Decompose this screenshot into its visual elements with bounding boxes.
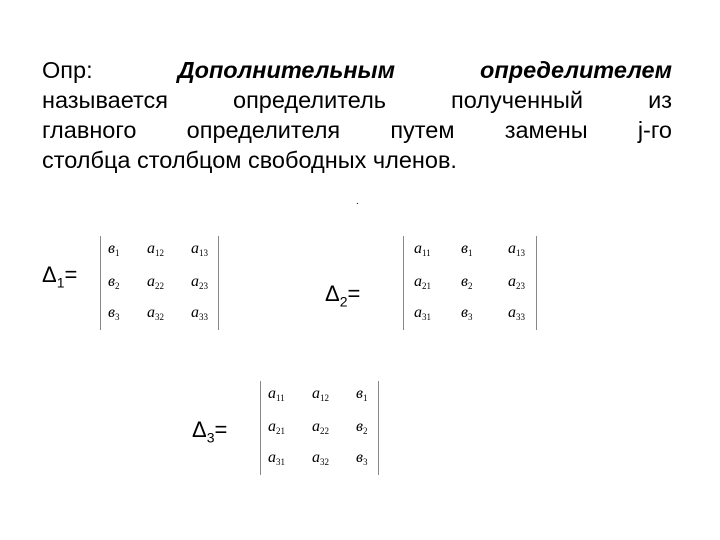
cell-index: 21	[276, 426, 285, 436]
cell-index: 13	[516, 248, 525, 258]
cell-index: 33	[516, 312, 525, 322]
matrix-cell	[461, 240, 472, 258]
cell-symbol: a	[312, 449, 320, 466]
cell-symbol: в	[356, 385, 363, 402]
word: определитель	[233, 87, 387, 113]
cell-symbol: a	[268, 385, 276, 402]
matrix-row	[404, 273, 536, 297]
equals-sign: =	[347, 281, 361, 306]
cell-symbol: в	[461, 273, 468, 290]
cell-symbol: a	[414, 304, 422, 321]
matrix-cell	[108, 304, 119, 322]
cell-index: 2	[362, 426, 368, 436]
matrix-cell	[312, 418, 329, 436]
matrix-cell	[268, 418, 285, 436]
matrix-row	[404, 240, 536, 264]
cell-symbol: в	[356, 449, 363, 466]
delta-index: 3	[206, 429, 215, 446]
cell-index: 11	[276, 393, 285, 403]
stray-dot: .	[356, 196, 359, 207]
matrix-cell	[147, 304, 164, 322]
cell-index: 12	[155, 248, 164, 258]
cell-symbol: a	[414, 240, 422, 257]
matrix-cell	[414, 304, 431, 322]
cell-symbol: a	[508, 273, 516, 290]
cell-symbol: a	[147, 304, 155, 321]
equals-sign: =	[214, 417, 228, 442]
determinant-2-matrix	[403, 236, 537, 330]
matrix-cell	[508, 273, 525, 291]
definition-line-4	[42, 145, 672, 175]
cell-index: 22	[320, 426, 329, 436]
definition-line-1	[42, 55, 672, 85]
word: из	[648, 87, 672, 113]
delta-1-label	[42, 262, 77, 290]
cell-symbol: a	[508, 240, 516, 257]
cell-index: 31	[276, 457, 285, 467]
cell-symbol: a	[312, 385, 320, 402]
matrix-cell	[461, 273, 472, 291]
cell-index: 31	[422, 312, 431, 322]
delta-symbol: Δ	[325, 281, 340, 306]
matrix-cell	[147, 273, 164, 291]
matrix-row	[101, 304, 218, 328]
cell-symbol: a	[191, 240, 199, 257]
word: j-го	[637, 117, 672, 143]
cell-symbol: a	[508, 304, 516, 321]
cell-index: 13	[199, 248, 208, 258]
cell-index: 3	[467, 312, 473, 322]
definition-paragraph	[42, 55, 672, 175]
cell-symbol: a	[147, 273, 155, 290]
matrix-cell	[268, 449, 285, 467]
word: главного	[42, 117, 137, 143]
cell-index: 3	[114, 312, 120, 322]
word: замены	[504, 117, 588, 143]
cell-index: 2	[114, 281, 120, 291]
matrix-cell	[508, 304, 525, 322]
cell-symbol: a	[191, 304, 199, 321]
cell-symbol: a	[312, 418, 320, 435]
delta-symbol: Δ	[42, 262, 57, 287]
delta-2-label	[325, 281, 360, 309]
matrix-cell	[414, 273, 431, 291]
cell-symbol: в	[461, 304, 468, 321]
matrix-row	[261, 418, 378, 442]
matrix-row	[261, 385, 378, 409]
cell-symbol: a	[414, 273, 422, 290]
cell-index: 1	[362, 393, 368, 403]
definition-line-3	[42, 115, 672, 145]
word: путем	[390, 117, 455, 143]
matrix-cell	[191, 273, 208, 291]
cell-index: 1	[114, 248, 120, 258]
cell-index: 32	[155, 312, 164, 322]
cell-index: 12	[320, 393, 329, 403]
matrix-row	[404, 304, 536, 328]
matrix-row	[261, 449, 378, 473]
matrix-cell	[356, 385, 367, 403]
matrix-cell	[508, 240, 525, 258]
term-word-2: определителем	[480, 57, 672, 83]
cell-index: 23	[516, 281, 525, 291]
cell-index: 23	[199, 281, 208, 291]
cell-index: 33	[199, 312, 208, 322]
cell-index: 3	[362, 457, 368, 467]
cell-index: 1	[467, 248, 473, 258]
definition-line-2	[42, 85, 672, 115]
word: столбца столбцом свободных членов.	[42, 147, 457, 173]
cell-index: 21	[422, 281, 431, 291]
matrix-cell	[356, 418, 367, 436]
determinant-1-matrix	[100, 236, 219, 330]
equals-sign: =	[64, 262, 78, 287]
matrix-cell	[191, 240, 208, 258]
cell-index: 32	[320, 457, 329, 467]
matrix-cell	[108, 240, 119, 258]
word: определителя	[186, 117, 341, 143]
cell-symbol: a	[191, 273, 199, 290]
matrix-cell	[108, 273, 119, 291]
cell-symbol: a	[268, 418, 276, 435]
definition-prefix: Опр:	[42, 57, 93, 83]
cell-symbol: в	[108, 304, 115, 321]
cell-index: 11	[422, 248, 431, 258]
delta-symbol: Δ	[192, 417, 207, 442]
matrix-cell	[461, 304, 472, 322]
cell-symbol: в	[108, 273, 115, 290]
word: называется	[42, 87, 169, 113]
cell-symbol: a	[268, 449, 276, 466]
delta-3-label	[192, 417, 227, 445]
matrix-cell	[356, 449, 367, 467]
cell-symbol: в	[108, 240, 115, 257]
term-word-1: Дополнительным	[177, 57, 395, 83]
cell-symbol: a	[147, 240, 155, 257]
cell-symbol: в	[356, 418, 363, 435]
matrix-row	[101, 273, 218, 297]
matrix-cell	[312, 385, 329, 403]
cell-index: 22	[155, 281, 164, 291]
cell-symbol: в	[461, 240, 468, 257]
determinant-3-matrix	[260, 381, 379, 475]
matrix-cell	[268, 385, 285, 403]
matrix-row	[101, 240, 218, 264]
delta-index: 2	[339, 293, 348, 310]
cell-index: 2	[467, 281, 473, 291]
delta-index: 1	[56, 274, 65, 291]
matrix-cell	[414, 240, 431, 258]
matrix-cell	[147, 240, 164, 258]
matrix-cell	[312, 449, 329, 467]
word: полученный	[451, 87, 584, 113]
matrix-cell	[191, 304, 208, 322]
